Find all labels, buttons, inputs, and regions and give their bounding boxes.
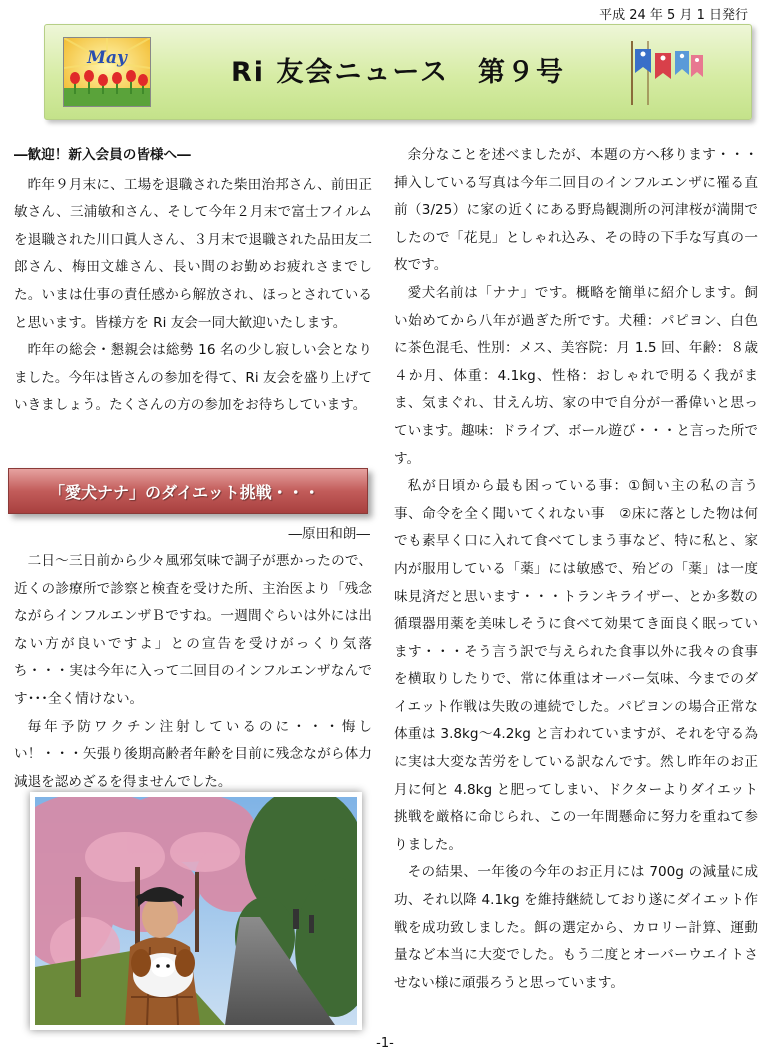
- newsletter-title: Ri 友会ニュース 第９号: [230, 57, 566, 88]
- article-paragraph: 愛犬名前は「ナナ」です。概略を簡単に紹介します。飼い始めてから八年が過ぎた所です。犬種：パピヨン、白色に茶色混毛、性別：メス、美容院：月 1.5 回、年齢：８歳４か月、体重：4.1kg、性格：おしゃれで明るく我がまま、気まぐれ、甘えん坊、家の中で自分が一番偉いと思っています。趣味：ドライブ、ボール遊び・・・と言った所です。: [394, 284, 758, 467]
- koinobori-icon: [627, 39, 707, 107]
- cherry-blossom-photo: [30, 792, 362, 1030]
- article-author: ―原田和朗―: [288, 526, 370, 542]
- article-paragraph: 私が日頃から最も困っている事：①飼い主の私の言う事、命令を全く聞いてくれない事 ②床に落とした物は何でも素早く口に入れて食べてしまう事など、特に私と、家内が服用している「薬」には敏感で、殆どの「薬」は一度味見済だと思います・・・トランキライザー、とか多数の循環器用薬を美味しそうに食べて効果てき面良く眠っています・・・そう言う訳で与えられた食事以外に我々の食事を横取りしたりで、常に体重はオーバー気味、今までのダイエット作戦は失敗の連続でした。パピヨンの場合正常な体重は 3.8kg～4.2kg と言われていますが、それを守る為に実は大変な苦労をしている訳なんです。然し昨年のお正月に何と 4.8kg と肥ってしまい、ドクターよりダイエット挑戦を厳格に命じられ、この一年間懸命に努力を重ねて参りました。: [394, 478, 758, 853]
- page-number: -1-: [376, 1036, 394, 1051]
- newsletter-banner: [44, 24, 752, 120]
- welcome-heading: ―歓迎！新入会員の皆様へ―: [14, 147, 191, 163]
- article-title-box: [8, 468, 368, 514]
- may-label: May: [87, 48, 127, 68]
- publication-date: 平成 24 年 5 月 1 日発行: [599, 8, 748, 23]
- article-left-column: [14, 548, 372, 796]
- article-paragraph: 余分なことを述べましたが、本題の方へ移ります・・・挿入している写真は今年二回目のインフルエンザに罹る直前（3/25）に家の近くにある野鳥観測所の河津桜が満開でしたので「花見」としゃれ込み、その時の下手な写真の一枚です。: [394, 147, 758, 274]
- article-right-column: [394, 142, 758, 997]
- article-title: 「愛犬ナナ」のダイエット挑戦・・・: [49, 483, 320, 502]
- welcome-paragraph: 昨年の総会・懇親会は総勢 16 名の少し寂しい会となりました。今年は皆さんの参加を得て、Ri 友会を盛り上げていきましょう。たくさんの方の参加をお待ちしています。: [14, 342, 372, 414]
- article-paragraph: 毎年予防ワクチン注射しているのに・・・悔しい！・・・矢張り後期高齢者年齢を目前に残念ながら体力減退を認めざるを得ませんでした。: [14, 718, 372, 790]
- welcome-section: [14, 142, 372, 420]
- article-paragraph: その結果、一年後の今年のお正月には 700g の減量に成功、それ以降 4.1kg を維持継続しており遂にダイエット作戦を成功致しました。餌の選定から、カロリー計算、運動量など本当に大変でした。もう二度とオーバーウエイトさせない様に頑張ろうと思っています。: [394, 864, 758, 991]
- welcome-paragraph: 昨年９月末に、工場を退職された柴田治邦さん、前田正敏さん、三浦敏和さん、そして今年２月末で富士フイルムを退職された川口眞人さん、３月末で退職された品田友二郎さん、梅田文雄さん、長い間のお勤めお疲れさまでした。いまは仕事の責任感から解放され、ほっとされていると思います。皆様方を Ri 友会一同大歓迎いたします。: [14, 176, 372, 331]
- article-paragraph: 二日～三日前から少々風邪気味で調子が悪かったので、近くの診療所で診察と検査を受けた所、主治医より「残念ながらインフルエンザＢですね。一週間ぐらいは外には出ない方が良いですよ」との宣告を受けがっくり気落ち・・・実は今年に入って二回目のインフルエンザなんです･･･全く情けない。: [14, 553, 372, 707]
